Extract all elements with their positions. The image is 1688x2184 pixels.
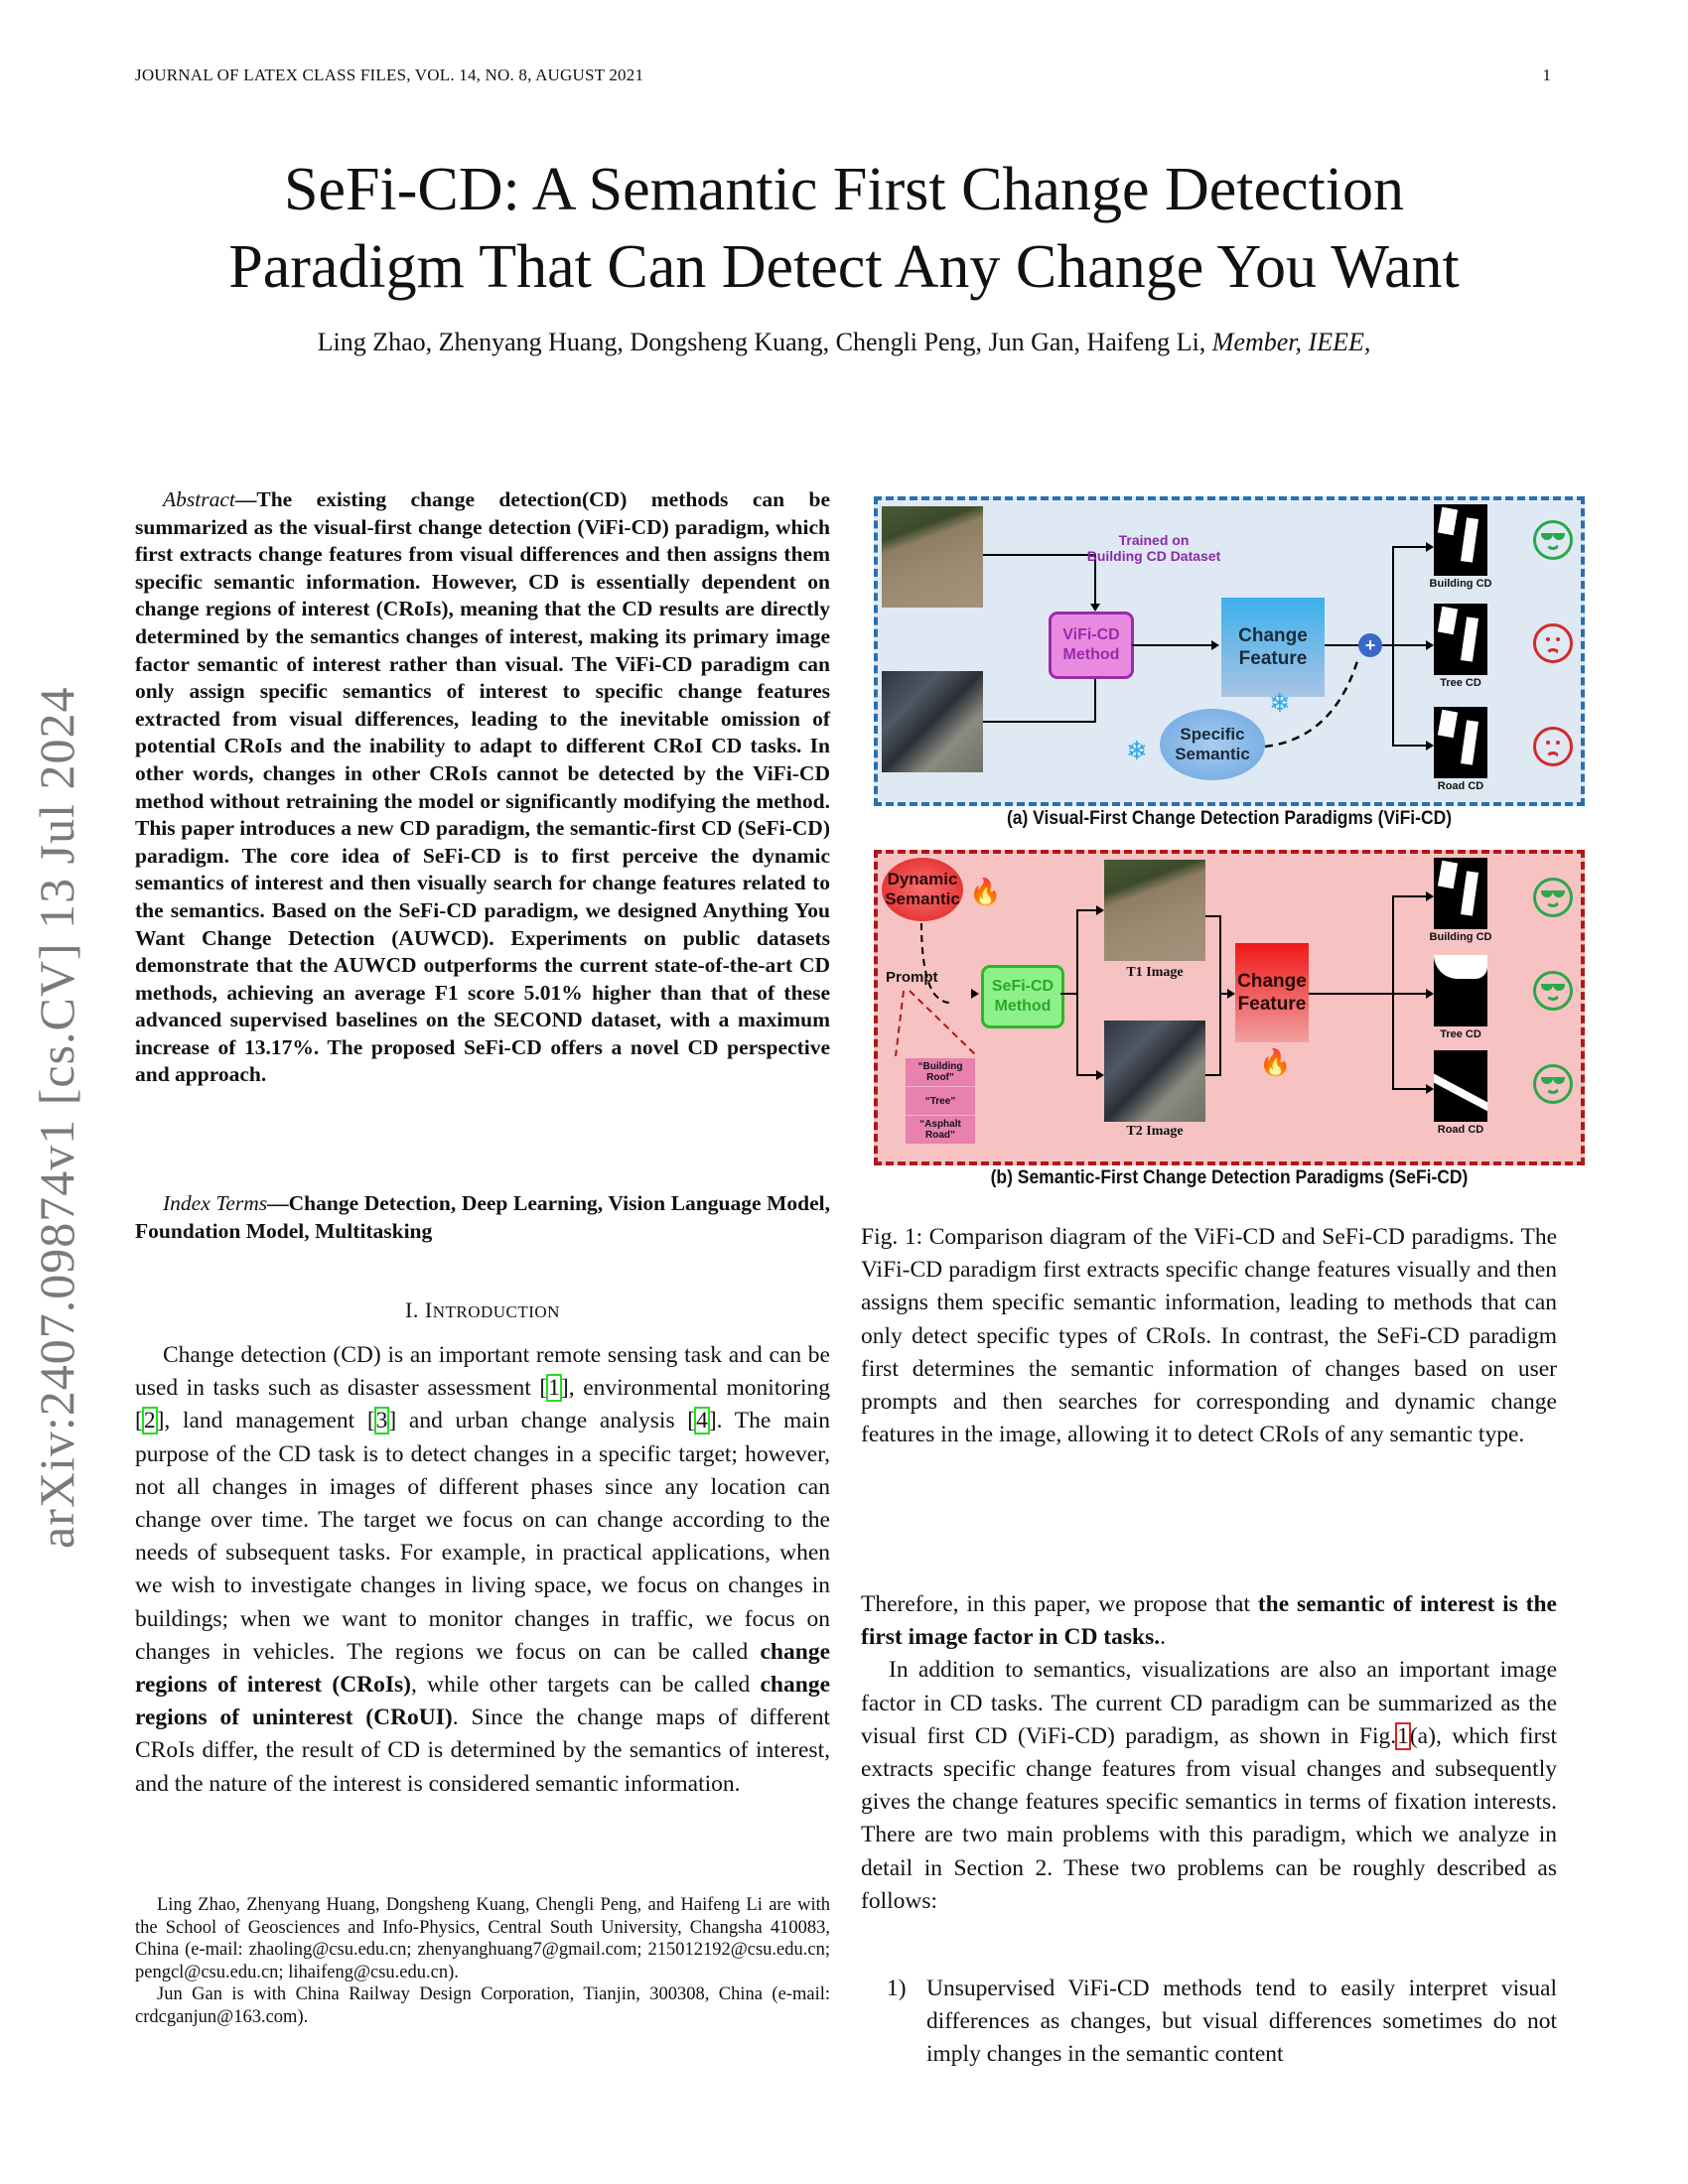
title-line-2: Paradigm That Can Detect Any Change You Want <box>228 233 1460 301</box>
paper-title <box>0 151 1688 306</box>
trained-note-line: Building CD Dataset <box>1086 548 1221 564</box>
dynamic-label: Dynamic <box>887 870 958 888</box>
method-label: Method <box>994 998 1052 1015</box>
section-title-initial: I <box>424 1297 433 1322</box>
index-terms <box>135 1189 830 1245</box>
tree-cd-mask <box>1434 955 1487 1026</box>
method-label: SeFi-CD <box>991 978 1055 995</box>
t2-aerial-image <box>1104 1021 1205 1122</box>
tree-cd-mask <box>1434 604 1487 675</box>
feature-label: Change <box>1238 625 1308 646</box>
t1-label: T1 Image <box>1126 965 1184 980</box>
bold-term: change regions of uninterest (CRoUI) <box>135 1672 830 1731</box>
sefi-cd-method-box <box>981 965 1064 1028</box>
bold-term: change regions of interest (CRoIs) <box>135 1638 830 1699</box>
trainable-fire-icon: 🔥 <box>1259 1048 1292 1077</box>
panel-b-caption: (b) Semantic-First Change Detection Paradigms (SeFi-CD) <box>990 1167 1469 1188</box>
output-label: Building CD <box>1429 931 1492 943</box>
sad-face-icon <box>1533 623 1573 663</box>
text: ]. The main purpose of the CD task is to detect changes in a specific target; however, not all changes in images of different phases since any location can change over time. The target we focus on can change according to the needs of subsequent tasks. For example, in practical applications, when we wish to investigate changes in living space, we focus on changes in buildings; when we want to monitor changes in traffic, we focus on changes in vehicles. The regions we focus on can be called <box>135 1408 830 1665</box>
right-body <box>861 1588 1557 1918</box>
author-list <box>0 328 1688 357</box>
paragraph <box>861 1588 1557 1654</box>
prompt-item: “Tree” <box>906 1087 975 1116</box>
section-heading <box>135 1297 830 1323</box>
citation-link[interactable]: 1 <box>548 1375 560 1402</box>
panel-vifi-cd <box>874 496 1585 806</box>
output-label: Road CD <box>1437 780 1484 792</box>
list-text: Unsupervised ViFi-CD methods tend to easily interpret visual differences as changes, but visual differences sometimes do not imply changes in the semantic content <box>926 1976 1557 2068</box>
trained-note <box>1035 532 1273 564</box>
index-terms-text: —Change Detection, Deep Learning, Vision Language Model, Foundation Model, Multitasking <box>135 1191 830 1243</box>
intro-paragraph <box>135 1339 830 1801</box>
bold-claim: the semantic of interest is the first image factor in CD tasks. <box>861 1591 1557 1651</box>
text: ], environmental monitoring [ <box>135 1375 830 1434</box>
footnote-affiliation: Ling Zhao, Zhenyang Huang, Dongsheng Kuang, Chengli Peng, and Haifeng Li are with the School of Geosciences and Info-Physics, Central South University, Changsha 410083, China (e-mail: zhaoling@csu.edu.cn; zhenyanghuang7@gmail.com; 215012192@csu.edu.cn; pengcl@csu.edu.cn; lihaifeng@csu.edu.cn). <box>135 1895 830 1982</box>
output-label: Road CD <box>1437 1124 1484 1136</box>
text: , while other targets can be called <box>411 1672 761 1699</box>
text: . <box>1160 1624 1166 1651</box>
semantic-label: Semantic <box>1175 745 1250 763</box>
method-label: Method <box>1062 646 1120 663</box>
happy-face-icon <box>1533 520 1573 560</box>
specific-semantic-ellipse <box>1160 709 1265 780</box>
output-label: Building CD <box>1429 578 1492 590</box>
road-cd-mask <box>1434 707 1487 778</box>
trained-note-line: Trained on <box>1118 532 1190 548</box>
output-label: Tree CD <box>1440 1028 1481 1040</box>
feature-label: Feature <box>1237 994 1307 1015</box>
paragraph <box>861 1654 1557 1918</box>
happy-face-icon <box>1533 1064 1573 1104</box>
citation-link[interactable]: 3 <box>375 1408 388 1434</box>
page-number: 1 <box>1542 66 1551 84</box>
feature-label: Feature <box>1238 648 1308 669</box>
running-header: JOURNAL OF LATEX CLASS FILES, VOL. 14, NO. 8, AUGUST 2021 <box>135 66 644 84</box>
road-cd-mask <box>1434 1050 1487 1122</box>
abstract-label: Abstract <box>163 487 235 511</box>
vifi-cd-method-box <box>1049 612 1134 679</box>
problem-list-item <box>887 1973 1557 2072</box>
feature-label: Change <box>1237 971 1307 992</box>
title-line-1: SeFi-CD: A Semantic First Change Detection <box>284 156 1404 223</box>
section-number: I. <box>405 1297 419 1322</box>
frozen-snowflake-icon: ❄ <box>1126 737 1148 765</box>
trainable-fire-icon: 🔥 <box>969 878 1002 906</box>
output-label: Tree CD <box>1440 677 1481 689</box>
semantic-label: Specific <box>1180 725 1245 744</box>
dynamic-semantic-ellipse <box>882 858 963 921</box>
text: In addition to semantics, visualizations are also an important image factor in CD tasks. The current CD paradigm can be summarized as the visual first CD (ViFi-CD) paradigm, as shown in Fig. <box>861 1657 1557 1749</box>
text: ] and urban change analysis [ <box>388 1408 696 1434</box>
panel-sefi-cd <box>874 850 1585 1165</box>
panel-a-caption: (a) Visual-First Change Detection Paradigms (ViFi-CD) <box>1006 808 1453 829</box>
figure-caption: Fig. 1: Comparison diagram of the ViFi-CD and SeFi-CD paradigms. The ViFi-CD paradigm first extracts specific change features visually and then assigns them specific semantic information, leading to methods that can only detect specific types of CRoIs. In contrast, the SeFi-CD paradigm first determines the semantic information of changes based on user prompts and then searches for corresponding and dynamic change features in the image, allowing it to detect CRoIs of any semantic type. <box>861 1224 1557 1448</box>
happy-face-icon <box>1533 878 1573 917</box>
change-feature-box <box>1235 943 1309 1042</box>
text: (a), which first extracts specific change features from visual changes and subsequently gives the change features specific semantics in terms of fixation interests. There are two main problems with this paradigm, which we analyze in detail in Section 2. These two problems can be roughly described as follows: <box>861 1722 1557 1914</box>
arxiv-stamp: arXiv:2407.09874v1 [cs.CV] 13 Jul 2024 <box>29 686 84 1549</box>
footnote-affiliation-2: Jun Gan is with China Railway Design Corporation, Tianjin, 300308, China (e-mail: crdcganjun@163.com). <box>135 1984 830 2027</box>
happy-face-icon <box>1533 971 1573 1011</box>
prompt-label: Prompt <box>886 969 938 986</box>
index-terms-label: Index Terms <box>163 1191 268 1215</box>
citation-link[interactable]: 2 <box>143 1408 156 1434</box>
affiliation-footnote <box>135 1894 830 2028</box>
t1-aerial-image <box>1104 860 1205 961</box>
section-title-rest: NTRODUCTION <box>432 1302 560 1321</box>
authors: Ling Zhao, Zhenyang Huang, Dongsheng Kuang, Chengli Peng, Jun Gan, Haifeng Li, <box>317 328 1206 356</box>
prompt-item: “Asphalt Road” <box>906 1116 975 1144</box>
abstract-text: —The existing change detection(CD) methods can be summarized as the visual-first change detection (ViFi-CD) paradigm, which first extracts change features from visual differences and then assigns them specific semantic information. However, CD is essentially dependent on change regions of interest (CRoIs), meaning that the CD results are directly determined by the semantics changes of interest, making its primary image factor semantic of interest rather than visual. The ViFi-CD paradigm can only assign specific semantics of interest to specific change features extracted from visual differences, leading to the inevitable omission of potential CRoIs and the inability to adapt to different CRoI CD tasks. In other words, changes in other CRoIs cannot be detected by the ViFi-CD method without retraining the model or significantly modifying the method. This paper introduces a new CD paradigm, the semantic-first CD (SeFi-CD) paradigm. The core idea of SeFi-CD is to first perceive the dynamic semantics of interest and then visually search for change features related to the semantics. Based on the SeFi-CD paradigm, we designed Anything You Want Change Detection (AUWCD). Experiments on public datasets demonstrate that the AUWCD outperforms the current state-of-the-art CD methods, achieving an average F1 score 5.01% higher than that of these advanced supervised baselines on the SECOND dataset, with a maximum increase of 13.17%. The proposed SeFi-CD offers a novel CD perspective and approach. <box>135 487 830 1087</box>
abstract <box>135 486 830 1089</box>
text: . Since the change maps of different CRoIs differ, the result of CD is determined by the semantics of interest, and the nature of the interest is considered semantic information. <box>135 1705 830 1797</box>
authors-suffix: Member, IEEE, <box>1211 328 1371 356</box>
dynamic-label: Semantic <box>885 889 960 908</box>
prompt-item: “Building Roof” <box>906 1058 975 1087</box>
method-label: ViFi-CD <box>1062 626 1120 643</box>
t2-label: T2 Image <box>1126 1124 1184 1139</box>
t1-aerial-image <box>882 506 983 608</box>
fusion-plus-icon: + <box>1358 633 1382 657</box>
prompt-list <box>906 1058 975 1144</box>
sad-face-icon <box>1533 727 1573 766</box>
text: Therefore, in this paper, we propose that <box>861 1591 1258 1617</box>
building-cd-mask <box>1434 858 1487 929</box>
text: ], land management [ <box>156 1408 375 1434</box>
building-cd-mask <box>1434 504 1487 576</box>
citation-link[interactable]: 4 <box>696 1408 708 1434</box>
text: Change detection (CD) is an important remote sensing task and can be used in tasks such as disaster assessment [ <box>135 1342 830 1402</box>
list-number: 1) <box>887 1976 907 2001</box>
frozen-snowflake-icon: ❄ <box>1269 689 1291 718</box>
t2-aerial-image <box>882 671 983 772</box>
figure-ref-link[interactable]: 1 <box>1397 1722 1409 1749</box>
